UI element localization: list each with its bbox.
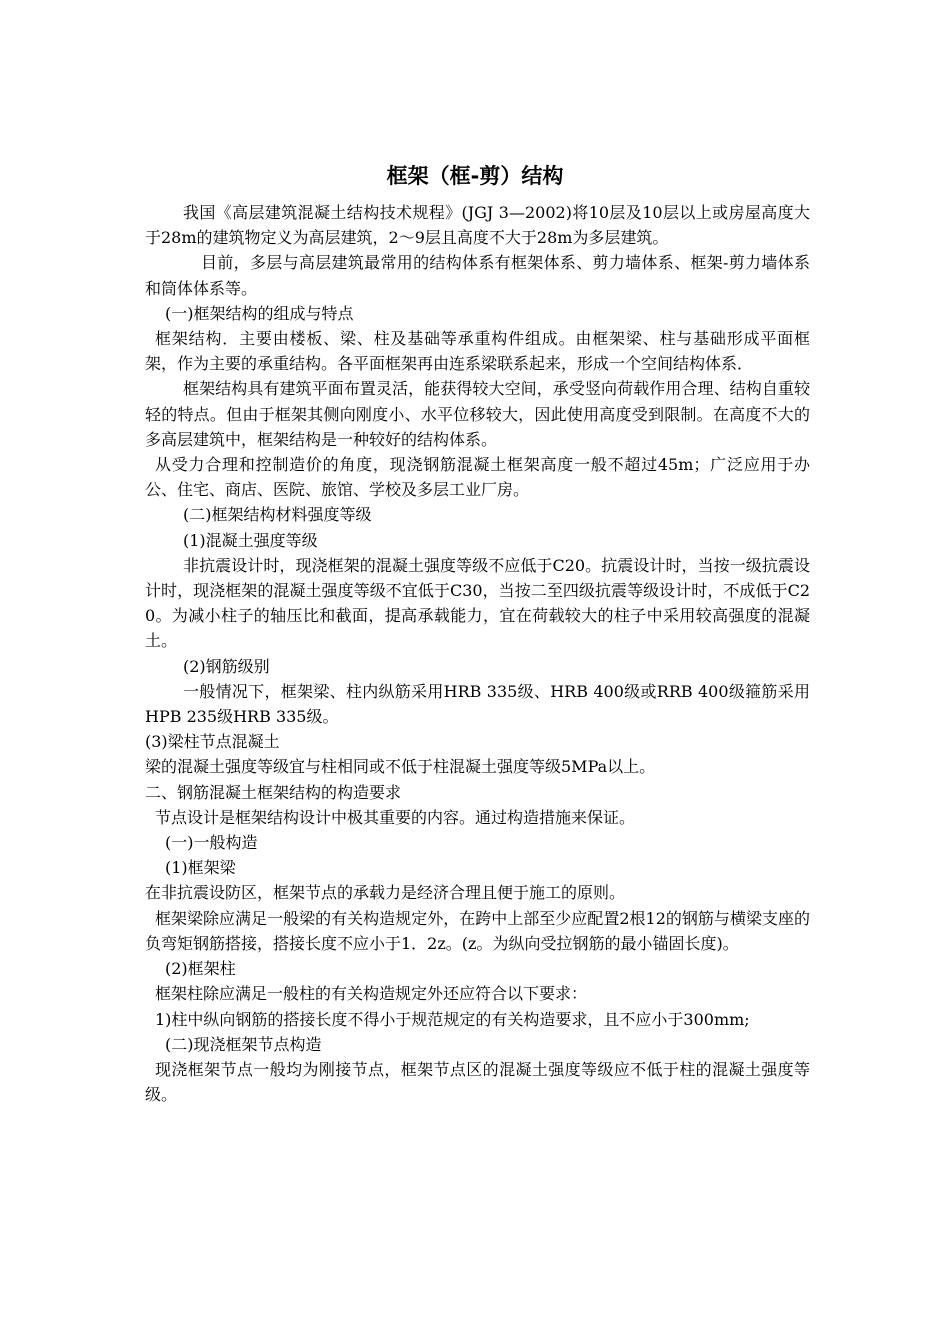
heading-frame-composition: (一)框架结构的组成与特点	[165, 303, 354, 323]
paragraph-rebar-grade: 一般情况下，框架梁、柱内纵筋采用HRB 335级、HRB 400级或RRB 400级箍筋采用HPB 235级HRB 335级。	[145, 681, 810, 727]
heading-general-construction: (一)一般构造	[165, 833, 258, 853]
paragraph-column-splice: 1)柱中纵向钢筋的搭接长度不得小于规范规定的有关构造要求，且不应小于300mm;	[155, 1009, 750, 1029]
paragraph-frame-column: 框架柱除应满足一般柱的有关构造规定外还应符合以下要求：	[155, 984, 588, 1004]
paragraph-systems: 目前，多层与高层建筑最常用的结构体系有框架体系、剪力墙体系、框架-剪力墙体系和筒体体系等。	[145, 253, 810, 298]
heading-frame-column: (2)框架柱	[165, 959, 236, 979]
paragraph-frame-features: 框架结构具有建筑平面布置灵活，能获得较大空间，承受竖向荷载作用合理、结构自重较轻的特点。但由于框架其侧向刚度小、水平位移较大，因此使用高度受到限制。在高度不大的多高层建筑中，框架结构是一种较好的结构体系。	[145, 379, 810, 449]
paragraph-frame-height: 从受力合理和控制造价的角度，现浇钢筋混凝土框架高度一般不超过45m；广泛应用于办公、住宅、商店、医院、旅馆、学校及多层工业厂房。	[145, 455, 810, 500]
paragraph-cast-in-place-joint: 现浇框架节点一般均为刚接节点，框架节点区的混凝土强度等级应不低于柱的混凝土强度等级。	[145, 1059, 810, 1105]
paragraph-joint-design: 节点设计是框架结构设计中极其重要的内容。通过构造措施来保证。	[155, 807, 636, 827]
document-body	[145, 200, 810, 1107]
paragraph-frame-beam: 框架梁除应满足一般梁的有关构造规定外，在跨中上部至少应配置2根12的钢筋与横梁支座的负弯矩钢筋搭接，搭接长度不应小于1．2z。(z。为纵向受拉钢筋的最小锚固长度)。	[145, 908, 810, 953]
heading-joint-concrete: (3)梁柱节点混凝土	[145, 732, 280, 752]
heading-rebar-grade: (2)钢筋级别	[183, 656, 270, 676]
paragraph-frame-structure: 框架结构．主要由楼板、梁、柱及基础等承重构件组成。由框架梁、柱与基础形成平面框架，作为主要的承重结构。各平面框架再由连系梁联系起来，形成一个空间结构体系．	[145, 329, 810, 374]
paragraph-non-seismic: 在非抗震设防区，框架节点的承载力是经济合理且便于施工的原则。	[145, 883, 626, 903]
paragraph-intro: 我国《高层建筑混凝土结构技术规程》(JGJ 3—2002)将10层及10层以上或房屋高度大于28m的建筑物定义为高层建筑，2～9层且高度不大于28m为多层建筑。	[145, 203, 810, 248]
heading-concrete-grade: (1)混凝土强度等级	[183, 530, 318, 550]
heading-cast-in-place-joint: (二)现浇框架节点构造	[165, 1034, 322, 1054]
heading-material-grade: (二)框架结构材料强度等级	[183, 505, 372, 525]
document-title: 框架（框-剪）结构	[386, 164, 564, 188]
heading-construction-requirements: 二、钢筋混凝土框架结构的构造要求	[145, 782, 402, 802]
heading-frame-beam: (1)框架梁	[165, 858, 236, 878]
paragraph-concrete-grade: 非抗震设计时，现浇框架的混凝土强度等级不应低于C20。抗震设计时，当按一级抗震设计时，现浇框架的混凝土强度等级不宜低于C30，当按二至四级抗震等级设计时，不成低于C20。为减小柱子的轴压比和截面，提高承载能力，宜在荷载较大的柱子中采用较高强度的混凝土。	[145, 555, 810, 651]
paragraph-joint-concrete: 梁的混凝土强度等级宜与柱相同或不低于柱混凝土强度等级5MPa以上。	[145, 757, 656, 777]
